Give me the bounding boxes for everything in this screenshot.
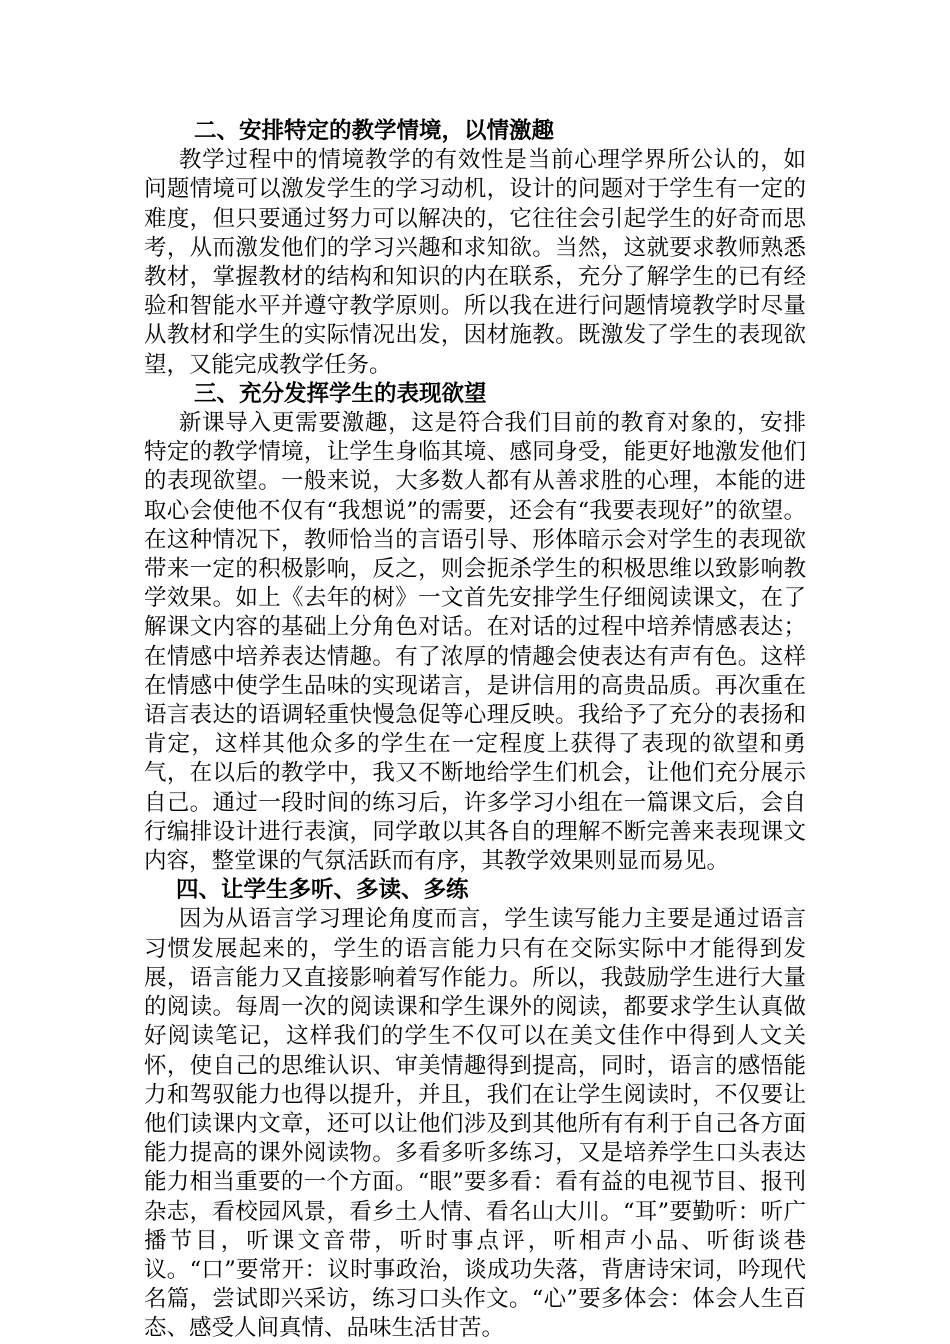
section-paragraph-3: 新课导入更需要激趣，这是符合我们目前的教育对象的，安排特定的教学情境，让学生身临其境、感同身受，能更好地激发他们的表现欲望。一般来说，大多数人都有从善求胜的心理，本能的进取心会使他不仅有“我想说”的需要，还会有“我要表现好”的欲望。在这种情况下，教师恰当的言语引导、形体暗示会对学生的表现欲带来一定的积极影响，反之，则会扼杀学生的积极思维以致影响教学效果。如上《去年的树》一文首先安排学生仔细阅读课文，在了解课文内容的基础上分角色对话。在对话的过程中培养情感表达；在情感中培养表达情趣。有了浓厚的情趣会使表达有声有色。这样在情感中使学生品味的实现诺言，是讲信用的高贵品质。再次重在语言表达的语调轻重快慢急促等心理反映。我给予了充分的表扬和肯定，这样其他众多的学生在一定程度上获得了表现的欲望和勇气，在以后的教学中，我又不断地给学生们机会，让他们充分展示自己。通过一段时间的练习后，许多学习小组在一篇课文后，会自行编排设计进行表演，同学敢以其各自的理解不断完善来表现课文内容，整堂课的气氛活跃而有序，其教学效果则显而易见。 <box>144 410 806 875</box>
section-heading-4: 四、让学生多听、多读、多练 <box>176 877 469 904</box>
section-paragraph-4: 因为从语言学习理论角度而言，学生读写能力主要是通过语言习惯发展起来的，学生的语言能力只有在交际实际中才能得到发展，语言能力又直接影响着写作能力。所以，我鼓励学生进行大量的阅读。每周一次的阅读课和学生课外的阅读，都要求学生认真做好阅读笔记，这样我们的学生不仅可以在美文佳作中得到人文关怀，使自己的思维认识、审美情趣得到提高，同时，语言的感悟能力和驾驭能力也得以提升，并且，我们在让学生阅读时，不仅要让他们读课内文章，还可以让他们涉及到其他所有有利于自己各方面能力提高的课外阅读物。多看多听多练习，又是培养学生口头表达能力相当重要的一个方面。“眼”要多看：看有益的电视节目、报刊杂志，看校园风景，看乡土人情、看名山大川。“耳”要勤听：听广播节目，听课文音带，听时事点评，听相声小品、听街谈巷议。“口”要常开：议时事政治，谈成功失落，背唐诗宋词，吟现代名篇，尝试即兴采访，练习口头作文。“心”要多体会：体会人生百态、感受人间真情、品味生活甘苦。 <box>144 906 806 1342</box>
document-page <box>144 117 806 1344</box>
section-heading-3: 三、充分发挥学生的表现欲望 <box>194 380 487 407</box>
section-paragraph-2: 教学过程中的情境教学的有效性是当前心理学界所公认的，如问题情境可以激发学生的学习动机，设计的问题对于学生有一定的难度，但只要通过努力可以解决的，它往往会引起学生的好奇而思考，从而激发他们的学习兴趣和求知欲。当然，这就要求教师熟悉教材，掌握教材的结构和知识的内在联系，充分了解学生的已有经验和智能水平并遵守教学原则。所以我在进行问题情境教学时尽量从教材和学生的实际情况出发，因材施教。既激发了学生的表现欲望，又能完成教学任务。 <box>144 147 806 378</box>
section-heading-2: 二、安排特定的教学情境，以情激趣 <box>194 118 555 144</box>
